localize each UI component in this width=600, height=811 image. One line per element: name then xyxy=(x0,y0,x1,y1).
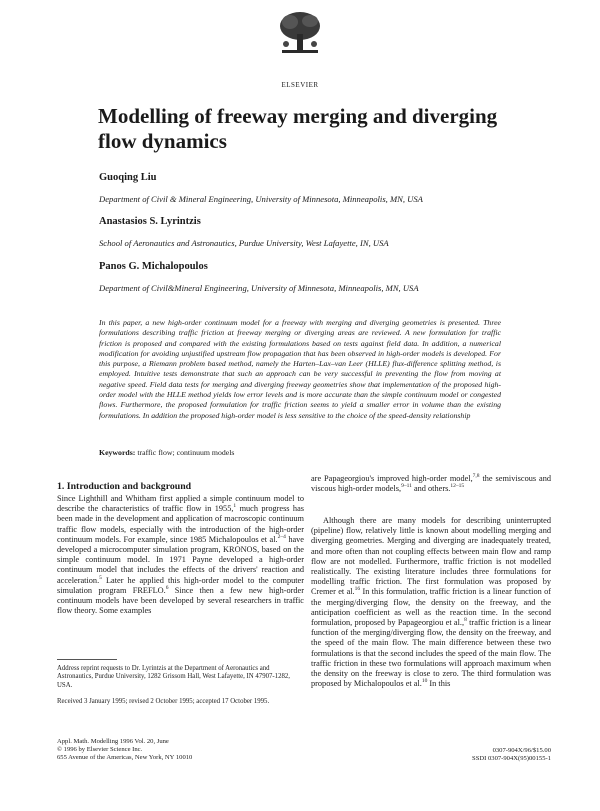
citation: 6 xyxy=(165,585,169,592)
journal-citation: Appl. Math. Modelling 1996 Vol. 20, June xyxy=(57,738,169,745)
text-run: In this xyxy=(427,679,451,689)
footnote-received: Received 3 January 1995; revised 2 October 1995; accepted 17 October 1995. xyxy=(57,698,270,705)
abstract: In this paper, a new high-order continuum model for a freeway with merging and diverging geometries is presented. Three formulations describing traffic friction at freeway merging or diverging areas are reviewed. A new formulation for traffic friction is proposed and compared with the existing formulations based on tests against field data. In addition, a numerical modification for avoiding unjustified upstream flow propagation that has been observed in high-order models is developed. For this purpose, a Riemann problem based method, namely the Harten–Lax–van Leer (HLLE) flux-difference splitting method, is employed. Intuitive tests demonstrate that such an approach can be very successful in preventing the flow from moving at negative speed. Field data tests for merging and diverging freeway geometries show that implementation of the proposed high-order model with the HLLE method yields low error levels and is more accurate than the simple continuum model or congested flows. Furthermore, the proposed formulation for traffic friction seems to yield a smaller error in volume than the existing formulations. In addition the proposed high-order model is less sensitive to the choice of the speed-density relationship xyxy=(99,318,501,420)
journal-info xyxy=(57,738,192,762)
author-name: Panos G. Michalopoulos xyxy=(99,261,208,272)
keywords-label: Keywords: xyxy=(99,448,136,457)
publisher-address: 655 Avenue of the Americas, New York, NY 10010 xyxy=(57,754,193,761)
paper-title: Modelling of freeway merging and diverging flow dynamics xyxy=(98,104,498,153)
text-run: Since Lighthill and Whitham first applied a simple continuum model to describe the characteristics of traffic flow in 1955, xyxy=(57,494,304,514)
text-run: and others. xyxy=(411,484,451,494)
publisher-name: ELSEVIER xyxy=(281,81,319,89)
author-affiliation: School of Aeronautics and Astronautics, Purdue University, West Lafayette, IN, USA xyxy=(99,238,389,248)
citation: 8 xyxy=(464,617,467,624)
keywords-value: traffic flow; continuum models xyxy=(137,448,235,457)
footnote-rule xyxy=(57,659,117,660)
citation: 12–15 xyxy=(450,483,465,490)
text-run: Later he applied this high-order model to the computer simulation program FREFLO. xyxy=(57,575,304,595)
publisher-logo xyxy=(272,8,328,58)
text-run: traffic friction is a linear function of the merging/diverging flow, the density on the freeway, and the speed of the main flow. The main difference between these two formulations is that the second includes the speed of the main flow. The traffic friction in these two formulations will approach maximum when the density on the freeway is close to zero. The third formulation was proposed by Michalopoulos et al. xyxy=(311,618,551,689)
body-paragraph xyxy=(57,494,304,616)
copyright: © 1996 by Elsevier Science Inc. xyxy=(57,746,143,753)
section-heading: 1. Introduction and background xyxy=(57,481,192,492)
text-run: much progress has been made in the development and application of macroscopic continuum traffic flow models, especially with the introduction of the high-order continuum models. For example, since 1985 Michalopoulos et al. xyxy=(57,504,304,544)
ssdi: SSDI 0307-904X(95)00155-1 xyxy=(472,755,551,762)
text-run: In this formulation, traffic friction is a linear function of the merging/diverging flow, the density on the freeway, and the anticipation coefficient as well as the reaction time. In the second formulation, proposed by Papageorgiou et al., xyxy=(311,587,551,628)
author-name: Anastasios S. Lyrintzis xyxy=(99,216,201,227)
citation: 7,8 xyxy=(472,473,480,480)
text-run: the semiviscous and viscous high-order models, xyxy=(311,474,552,494)
text-run: Although there are many models for describing uninterrupted (pipeline) flow, relatively little is known about modelling merging and diverging geometries. Merging and diverging are inadequately treated, and more often than not coupling effects between main flow and ramp flow are not modelled. Furthermore, traffic friction is not modelled realistically. The existing literature includes three formulations for modelling traffic friction. The first formulation was proposed by Cremer et al. xyxy=(311,516,551,597)
text-run: are Papageorgiou's improved high-order model, xyxy=(311,474,473,483)
citation: 10 xyxy=(421,678,428,685)
text-run: Since then a few new high-order continuum models have been developed by several researchers in traffic flow theory. Some examples xyxy=(57,585,304,616)
citation: 16 xyxy=(354,586,361,593)
citation: 5 xyxy=(99,574,102,581)
body-paragraph xyxy=(311,474,551,494)
keywords xyxy=(99,448,234,457)
issn-info xyxy=(472,747,551,763)
footnote-address: Address reprint requests to Dr. Lyrintzis at the Department of Aeronautics and Astronautics, Purdue University, 1282 Grissom Hall, West Lafayette, IN 47907-1282, USA. xyxy=(57,665,290,689)
elsevier-tree-icon xyxy=(272,8,328,58)
author-affiliation: Department of Civil & Mineral Engineering, University of Minnesota, Minneapolis, MN, USA xyxy=(99,194,423,204)
author-name: Guoqing Liu xyxy=(99,172,157,183)
body-paragraph xyxy=(311,516,551,689)
issn: 0307-904X/96/$15.00 xyxy=(492,747,551,754)
text-run: have developed a microcomputer simulation program, KRONOS, based on the simple continuum model. In 1971 Payne developed a high-order continuum model that includes the effects of the drivers' reaction and acceleration. xyxy=(57,534,304,585)
citation: 9–11 xyxy=(401,483,412,490)
citation: 2–4 xyxy=(277,534,286,541)
citation: 1 xyxy=(233,503,237,510)
author-affiliation: Department of Civil&Mineral Engineering, University of Minnesota, Minneapolis, MN, USA xyxy=(99,283,419,293)
